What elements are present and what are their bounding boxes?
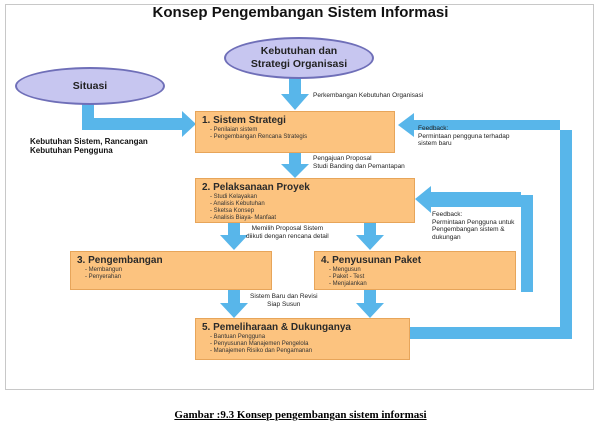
box-item: - Analisis Biaya- Manfaat xyxy=(210,215,408,222)
box-pelaksanaan-proyek xyxy=(195,178,415,223)
box-item: - Membangun xyxy=(85,267,265,274)
label-perkembangan: Perkembangan Kebutuhan Organisasi xyxy=(313,92,424,99)
ellipse-situasi: Situasi xyxy=(15,67,165,105)
box-title: 1. Sistem Strategi xyxy=(202,115,286,126)
box-item: - Paket - Test xyxy=(329,274,509,281)
label-memilih-proposal: Memilih Proposal Sistem diikuti dengan rencana detail xyxy=(246,225,329,240)
arrow-situasi-to-box1 xyxy=(82,104,196,137)
box-item: - Manajemen Risiko dan Pengamanan xyxy=(210,348,403,355)
arrow-box4-to-box5 xyxy=(356,290,384,318)
figure-caption: Gambar :9.3 Konsep pengembangan sistem informasi xyxy=(174,409,427,421)
box-item: - Analisis Kebutuhan xyxy=(210,201,408,208)
box-item: - Menjalankan xyxy=(329,281,509,288)
box-item: - Penyerahan xyxy=(85,274,265,281)
box-sistem-strategi xyxy=(195,111,395,153)
label-sistem-baru: Sistem Baru dan Revisi Siap Susun xyxy=(250,293,318,308)
label-pengajuan-proposal: Pengajuan Proposal Studi Banding dan Pemantapan xyxy=(313,155,405,170)
box-item: - Mengusun xyxy=(329,267,509,274)
box-pemeliharaan-dukungan xyxy=(195,318,410,360)
ellipse-kebutuhan-strategi: Kebutuhan dan Strategi Organisasi xyxy=(224,37,374,79)
box-item: - Studi Kelayakan xyxy=(210,194,408,201)
box-title: 5. Pemeliharaan & Dukunganya xyxy=(202,322,351,333)
arrow-box1-to-box2 xyxy=(281,153,309,178)
box-item: - Sketsa Konsep xyxy=(210,208,408,215)
box-item: - Penyusunan Manajemen Pengelola xyxy=(210,341,403,348)
box-item: - Penilaian sistem xyxy=(210,127,388,134)
arrow-box3-to-box5 xyxy=(220,290,248,318)
box-title: 3. Pengembangan xyxy=(77,255,163,266)
box-title: 4. Penyusunan Paket xyxy=(321,255,422,266)
label-feedback-1: Feedback: Permintaan pengguna terhadap sistem baru xyxy=(418,125,510,147)
box-penyusunan-paket xyxy=(314,251,516,290)
box-item: - Pengembangan Rencana Strategis xyxy=(210,134,388,141)
side-label-kebutuhan-sistem: Kebutuhan Sistem, Rancangan Kebutuhan Pengguna xyxy=(30,137,148,155)
box-pengembangan xyxy=(70,251,272,290)
label-feedback-2: Feedback: Permintaan Pengguna untuk Pengembangan sistem & dukungan xyxy=(432,211,515,241)
arrow-box2-to-box4 xyxy=(356,223,384,250)
box-item: - Bantuan Pengguna xyxy=(210,334,403,341)
box-title: 2. Pelaksanaan Proyek xyxy=(202,182,310,193)
diagram-title: Konsep Pengembangan Sistem Informasi xyxy=(152,4,449,21)
arrow-box2-to-box3 xyxy=(220,223,248,250)
arrow-strategi-to-box1 xyxy=(281,78,309,110)
